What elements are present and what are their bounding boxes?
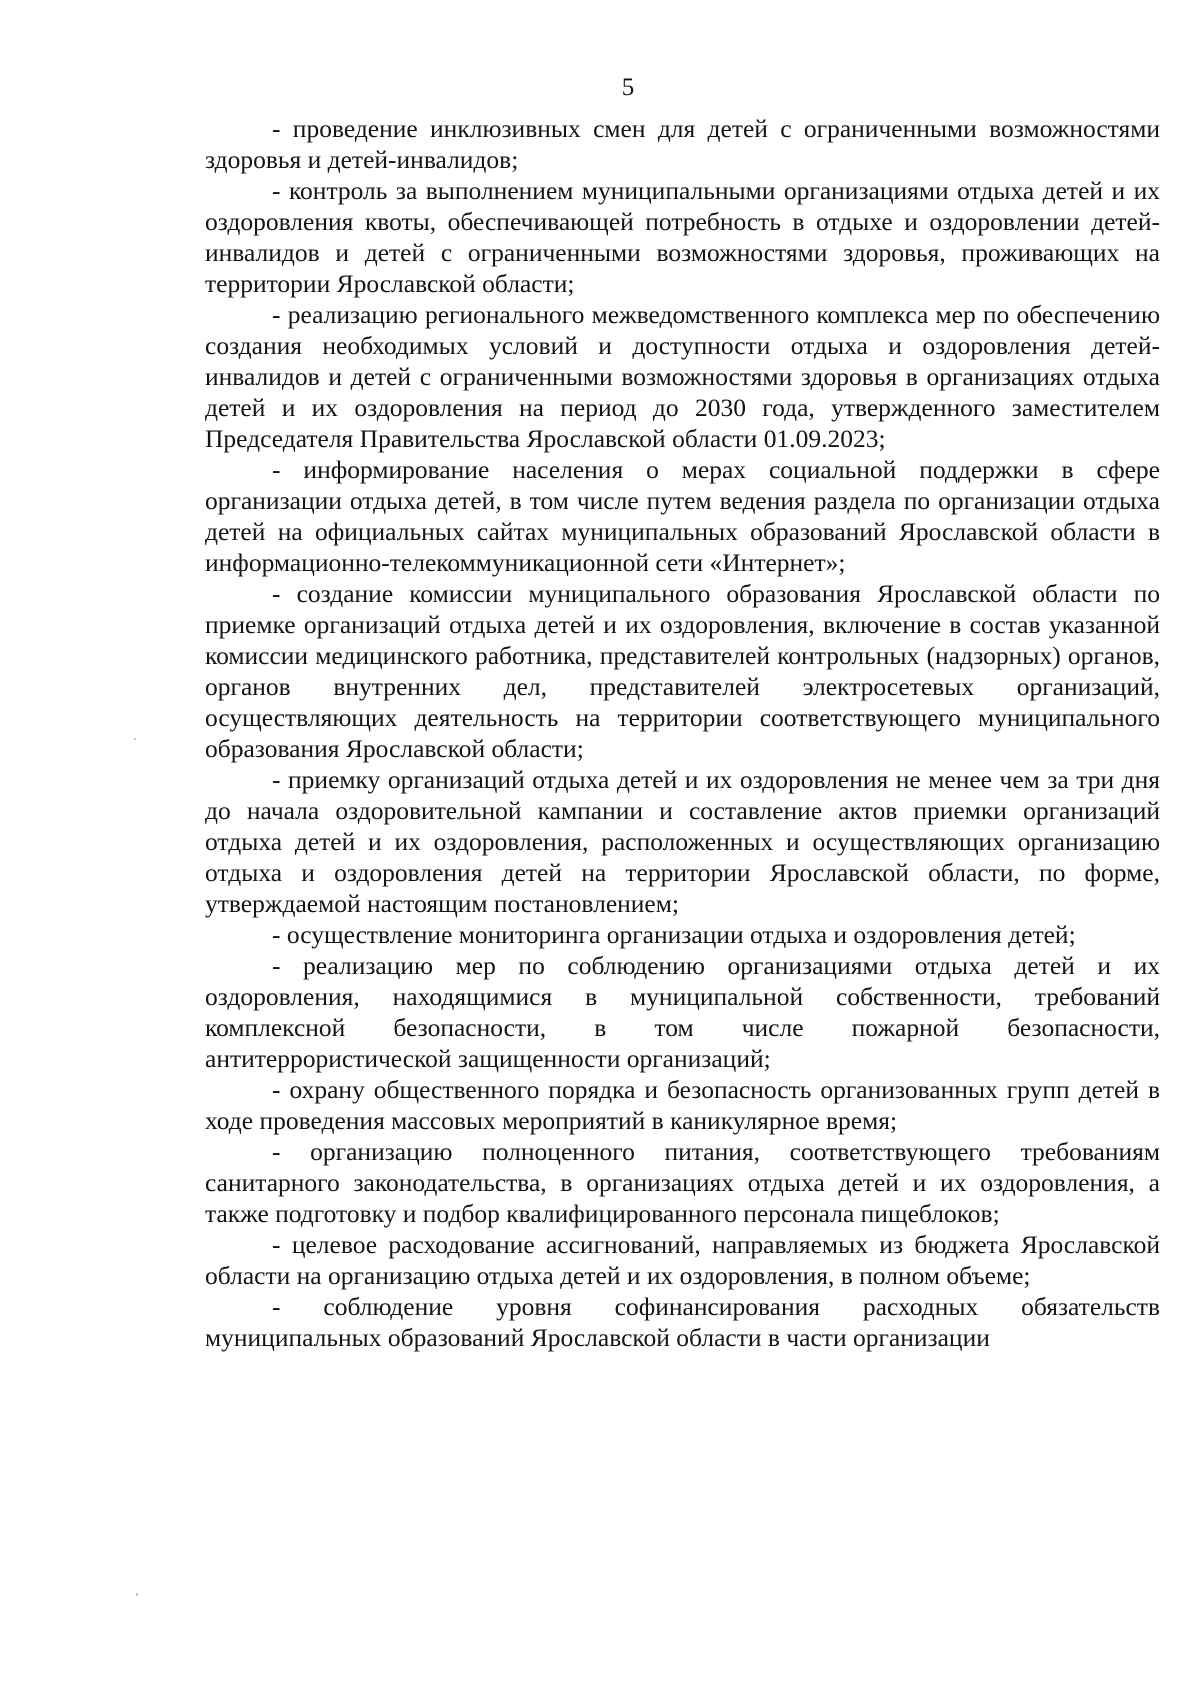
paragraph-budget-spending: - целевое расходование ассигнований, направляемых из бюджета Ярославской области на организацию отдыха детей и их оздоровления, в полном объеме; [205, 1230, 1160, 1290]
paragraph-nutrition: - организацию полноценного питания, соответствующего требованиям санитарного законодательства, в организациях отдыха детей и их оздоровления, а также подготовку и подбор квалифицированного персонала пищеблоков; [205, 1137, 1160, 1228]
page-number: 5 [621, 74, 635, 101]
paragraph-monitoring: - осуществление мониторинга организации отдыха и оздоровления детей; [272, 920, 1076, 949]
paragraph-acceptance-acts: - приемку организаций отдыха детей и их оздоровления не менее чем за три дня до начала оздоровительной кампании и составление актов приемки организаций отдыха детей и их оздоровления, расположенных и осуществляющих организацию отдыха и оздоровления детей на территории Ярославской области, по форме, утверждаемой настоящим постановлением; [205, 765, 1160, 918]
paragraph-cofinancing: - соблюдение уровня софинансирования расходных обязательств муниципальных образований Ярославской области в части организации [205, 1292, 1160, 1352]
paragraph-quota-control: - контроль за выполнением муниципальными организациями отдыха детей и их оздоровления квоты, обеспечивающей потребность в отдыхе и оздоровлении детей-инвалидов и детей с ограниченными возможностями здоровья, проживающих на территории Ярославской области; [205, 176, 1160, 298]
paragraph-public-order: - охрану общественного порядка и безопасность организованных групп детей в ходе проведения массовых мероприятий в каникулярное время; [205, 1075, 1160, 1135]
paragraph-safety-measures: - реализацию мер по соблюдению организациями отдыха детей и их оздоровления, находящимися в муниципальной собственности, требований комплексной безопасности, в том числе пожарной безопасности, антитеррористической защищенности организаций; [205, 951, 1160, 1073]
paragraph-acceptance-commission: - создание комиссии муниципального образования Ярославской области по приемке организаций отдыха детей и их оздоровления, включение в состав указанной комиссии медицинского работника, представителей контрольных (надзорных) органов, органов внутренних дел, представителей электросетевых организаций, осуществляющих деятельность на территории соответствующего муниципального образования Ярославской области; [205, 579, 1160, 763]
paragraph-public-information: - информирование населения о мерах социальной поддержки в сфере организации отдыха детей, в том числе путем ведения раздела по организации отдыха детей на официальных сайтах муниципальных образований Ярославской области в информационно-телекоммуникационной сети «Интернет»; [205, 455, 1160, 577]
scan-speck [134, 738, 136, 740]
paragraph-interagency-measures: - реализацию регионального межведомственного комплекса мер по обеспечению создания необходимых условий и доступности отдыха и оздоровления детей-инвалидов и детей с ограниченными возможностями здоровья в организациях отдыха детей и их оздоровления на период до 2030 года, утвержденного заместителем Председателя Правительства Ярославской области 01.09.2023; [205, 300, 1160, 453]
paragraph-inclusive-shifts: - проведение инклюзивных смен для детей с ограниченными возможностями здоровья и детей-инвалидов; [205, 114, 1160, 174]
document-body [205, 113, 1160, 1353]
scan-speck [136, 1593, 138, 1596]
